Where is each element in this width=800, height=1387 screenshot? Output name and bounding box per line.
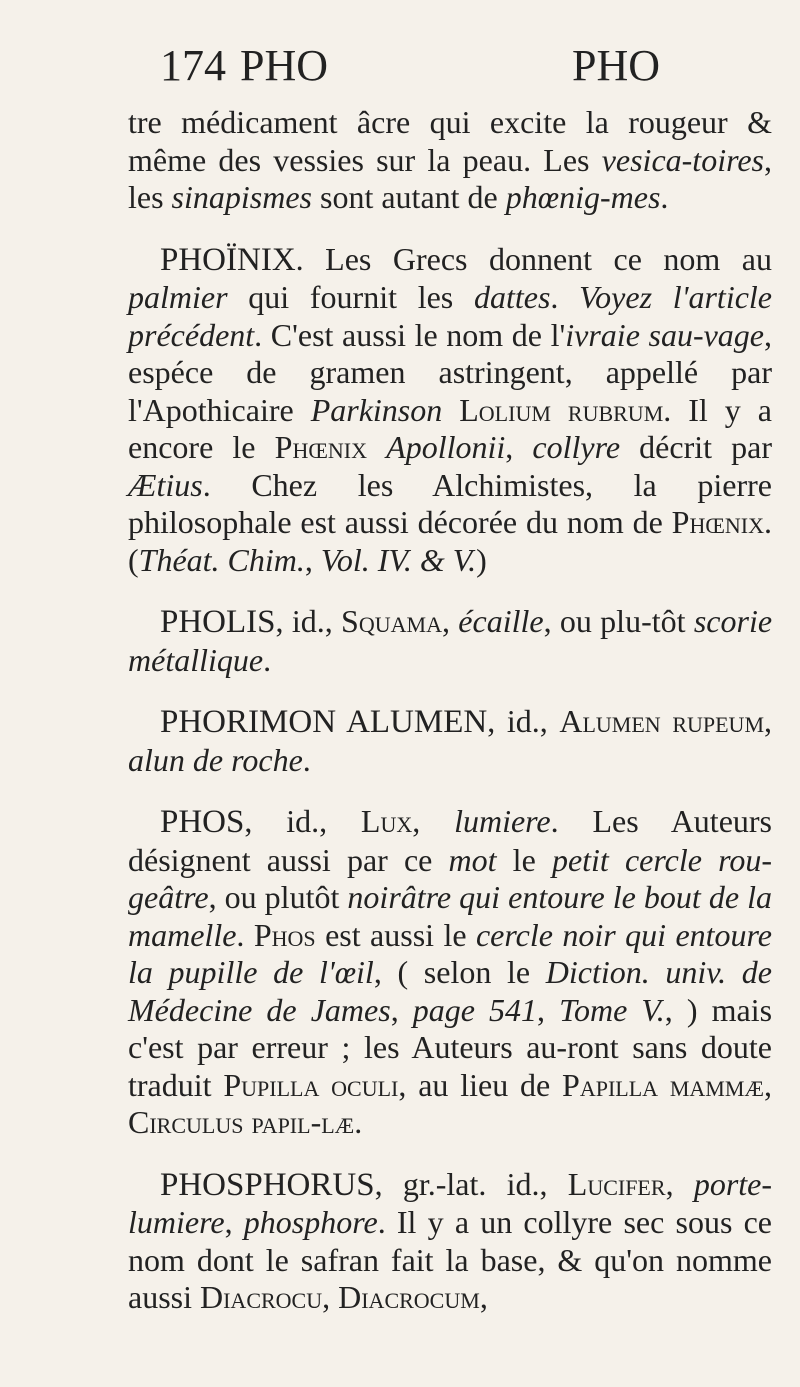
page-body [128,104,772,1317]
entry-pholis: PHOLIS, id., Squama, écaille, ou plu-tôt scorie métallique. [128,603,773,678]
page-number: 174 [160,41,226,90]
running-head-right: PHO [572,41,661,90]
entry-term: PHOS [160,804,245,840]
entry-term: PHOÏNIX [160,241,296,278]
running-head-left: PHO [240,41,329,90]
entry-term: PHOLIS [160,604,276,640]
entry-phos: PHOS, id., Lux, lumiere. Les Auteurs désignent aussi par ce mot le petit cercle rou-geâtre, ou plutôt noirâtre qui entoure le bout de la mamelle. Phos est aussi le cercle noir qui entoure la pupille de l'œil, ( selon le Diction. univ. de Médecine de James, page 541, Tome V., ) mais c'est par erreur ; les Auteurs au-ront sans doute traduit Pupilla oculi, au lieu de Papilla mammæ, Circulus papil-læ. [128,803,773,1140]
entry-term: PHORIMON ALUMEN [160,704,488,740]
entry-continuation: tre médicament âcre qui excite la rougeur & même des vessies sur la peau. Les vesica-toires, les sinapismes sont autant de phœnig-mes. [128,104,772,215]
entry-term: PHOSPHORUS [160,1166,375,1203]
entry-phosphorus: PHOSPHORUS, gr.-lat. id., Lucifer, porte-lumiere, phosphore. Il y a un collyre sec sous ce nom dont le safran fait la base, & qu'on nomme aussi Diacrocu, Diacrocum, [128,1165,773,1315]
entry-phorimon: PHORIMON ALUMEN, id., Alumen rupeum, alun de roche. [128,703,773,778]
entry-phoinix: PHOÏNIX. Les Grecs donnent ce nom au palmier qui fournit les dattes. Voyez l'article précédent. C'est aussi le nom de l'ivraie sau-vage, espéce de gramen astringent, appellé par l'Apothicaire Parkinson Lolium rubrum. Il y a encore le Phœnix Apollonii, collyre décrit par Ætius. Chez les Alchimistes, la pierre philosophale est aussi décorée du nom de Phœnix. (Théat. Chim., Vol. IV. & V.) [128,240,773,578]
running-header [160,40,760,100]
